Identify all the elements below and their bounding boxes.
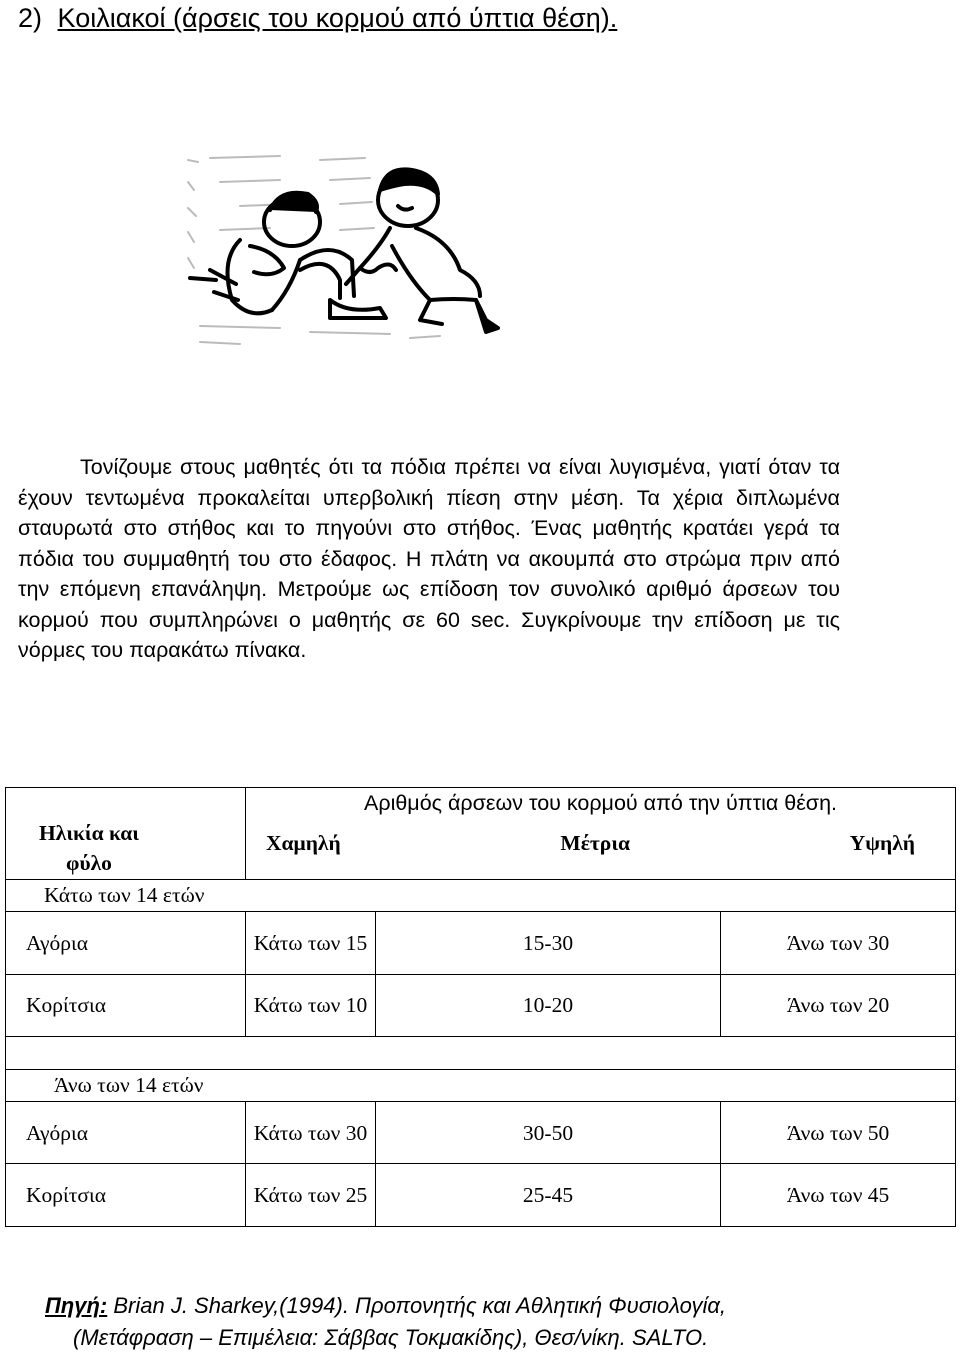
column-medium: Μέτρια [560,831,630,855]
table-row [6,974,956,1037]
group-row [6,1069,956,1101]
row-label: Αγόρια [6,1101,246,1164]
group-label: Κάτω των 14 ετών [6,879,956,911]
low-value: Κάτω των 15 [246,912,376,975]
sit-up-exercise-illustration [180,150,510,350]
row-header-label: Ηλικία και φύλο [39,821,139,876]
column-high: Υψηλή [849,831,916,855]
instructions-paragraph: Τονίζουμε στους μαθητές ότι τα πόδια πρέπει να είναι λυγισμένα, γιατί όταν τα έχουν τεντωμένα προκαλείται υπερβολική πίεση στην μέση. Τα χέρια διπλωμένα σταυρωτά στο στήθος και το πηγούνι στο στήθος. Ένας μαθητής κρατάει γερά τα πόδια του συμμαθητή του στο έδαφος. Η πλάτη να ακουμπά στο στρώμα πριν από την επόμενη επανάληψη. Μετρούμε ως επίδοση τον συνολικό αριθμό άρσεων του κορμού που συμπληρώνει ο μαθητής σε 60 sec. Συγκρίνουμε την επίδοση με τις νόρμες του παρακάτω πίνακα. [18,455,840,662]
high-value: Άνω των 20 [721,974,956,1037]
section-title: Κοιλιακοί (άρσεις του κορμού από ύπτια θέση). [57,3,618,33]
table-row [6,1101,956,1164]
medium-value: 25-45 [376,1164,721,1227]
table-header-row [6,788,956,880]
source-line-1: Brian J. Sharkey,(1994). Προπονητής και Αθλητική Φυσιολογία, [113,1293,727,1318]
low-value: Κάτω των 30 [246,1101,376,1164]
table-caption: Αριθμός άρσεων του κορμού από την ύπτια θέση. [364,791,838,815]
low-value: Κάτω των 25 [246,1164,376,1227]
medium-value: 15-30 [376,912,721,975]
low-value: Κάτω των 10 [246,974,376,1037]
table-row [6,1164,956,1227]
source-citation [45,1290,925,1354]
section-heading [18,0,617,36]
row-label: Κορίτσια [6,974,246,1037]
medium-value: 30-50 [376,1101,721,1164]
row-label: Αγόρια [6,912,246,975]
source-label: Πηγή: [45,1293,108,1318]
section-number: 2) [18,3,43,33]
table-row [6,912,956,975]
source-line-2: (Μετάφραση – Επιμέλεια: Σάββας Τοκμακίδης), Θεσ/νίκη. SALTO. [73,1325,709,1350]
row-label: Κορίτσια [6,1164,246,1227]
caption-cell [246,788,956,880]
high-value: Άνω των 45 [721,1164,956,1227]
group-label: Άνω των 14 ετών [6,1069,956,1101]
norms-table [5,787,956,1227]
high-value: Άνω των 30 [721,912,956,975]
row-header-cell [6,788,246,880]
spacer-row [6,1037,956,1069]
medium-value: 10-20 [376,974,721,1037]
group-row [6,879,956,911]
high-value: Άνω των 50 [721,1101,956,1164]
column-low: Χαμηλή [266,831,341,855]
